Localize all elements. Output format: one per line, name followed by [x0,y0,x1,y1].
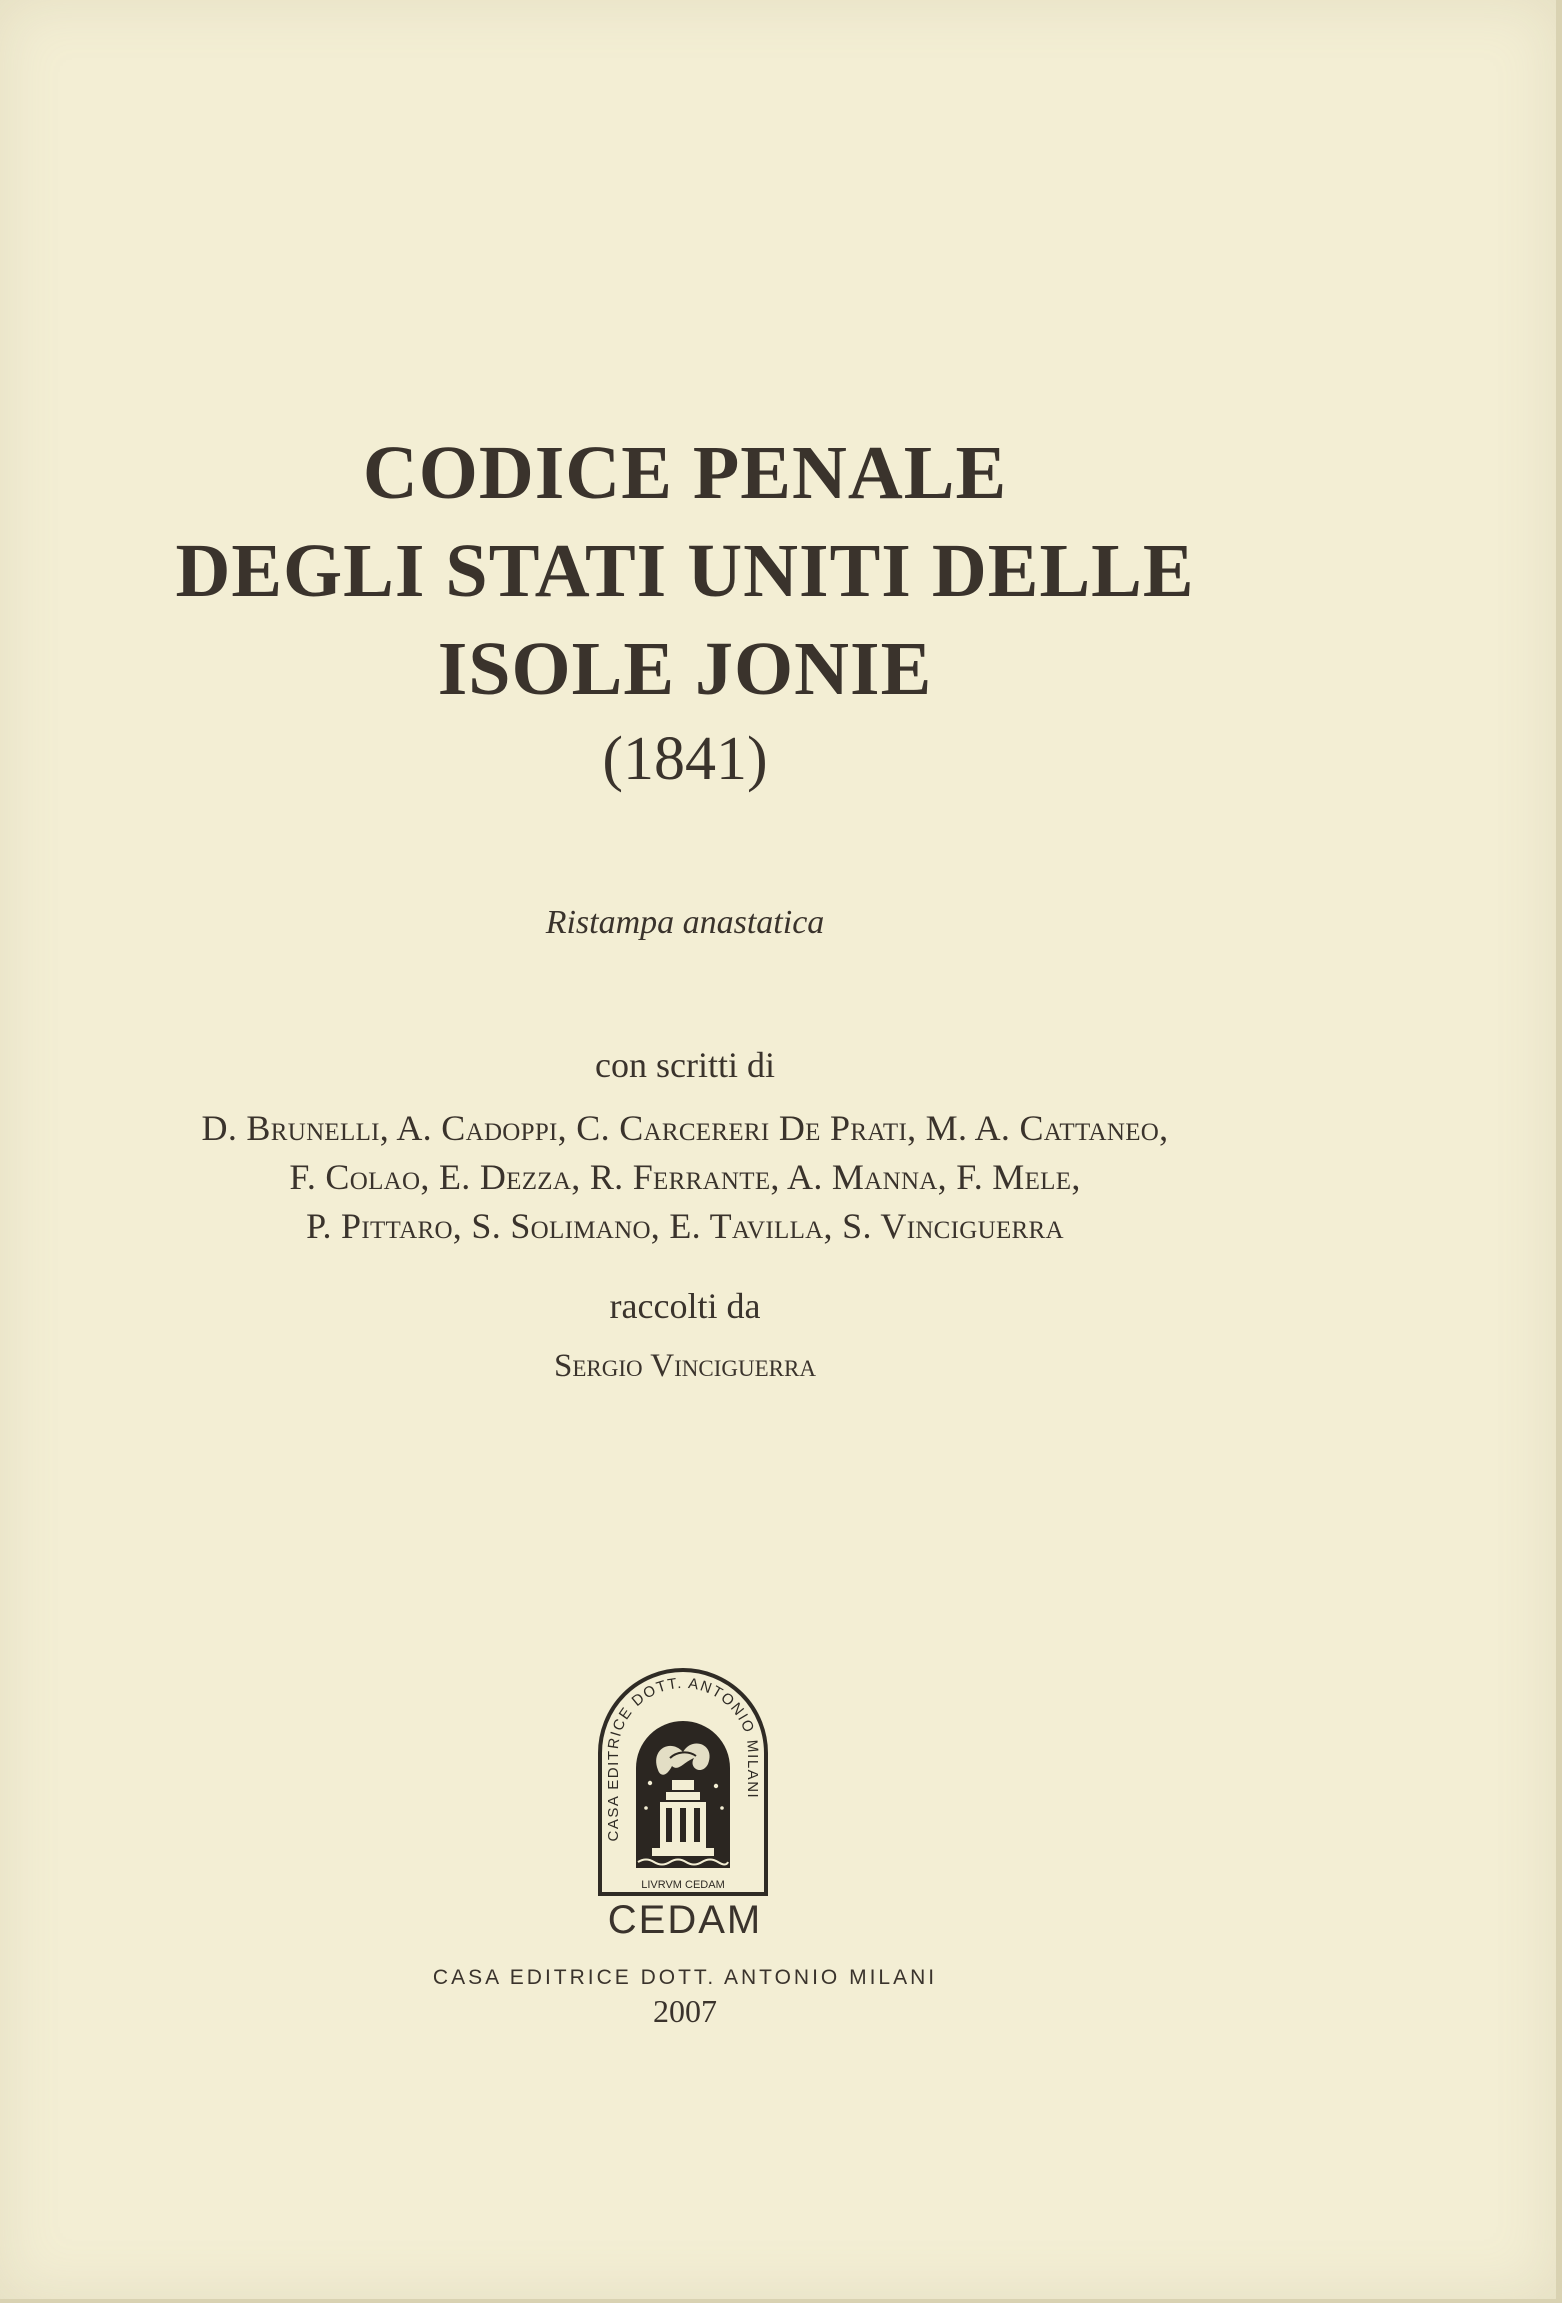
logo-ring-text: CASA EDITRICE DOTT. ANTONIO MILANI [604,1674,762,1842]
title-line-2: DEGLI STATI UNITI DELLE [175,529,1195,613]
publisher-name: CASA EDITRICE DOTT. ANTONIO MILANI [432,1966,938,1989]
editor-label: raccolti da [609,1286,761,1326]
contributors-line-3: P. Pittaro, S. Solimano, E. Tavilla, S. Vinciguerra [306,1206,1064,1246]
contributors-label: con scritti di [595,1045,775,1085]
contributors-line-2: F. Colao, E. Dezza, R. Ferrante, A. Manna, F. Mele, [289,1157,1081,1197]
subtitle: Ristampa anastatica [545,904,825,941]
editor-name: Sergio Vinciguerra [554,1348,816,1384]
title-year: (1841) [602,725,768,793]
publisher-brand: CEDAM [607,1898,763,1942]
publisher-logo [588,1658,778,1902]
publication-year: 2007 [653,1993,717,2029]
logo-base-text: LIVRVM CEDAM [641,1879,725,1891]
title-line-3: ISOLE JONIE [437,627,933,711]
contributors-line-1: D. Brunelli, A. Cadoppi, C. Carcereri De Prati, M. A. Cattaneo, [201,1108,1169,1148]
title-line-1: CODICE PENALE [362,431,1008,515]
